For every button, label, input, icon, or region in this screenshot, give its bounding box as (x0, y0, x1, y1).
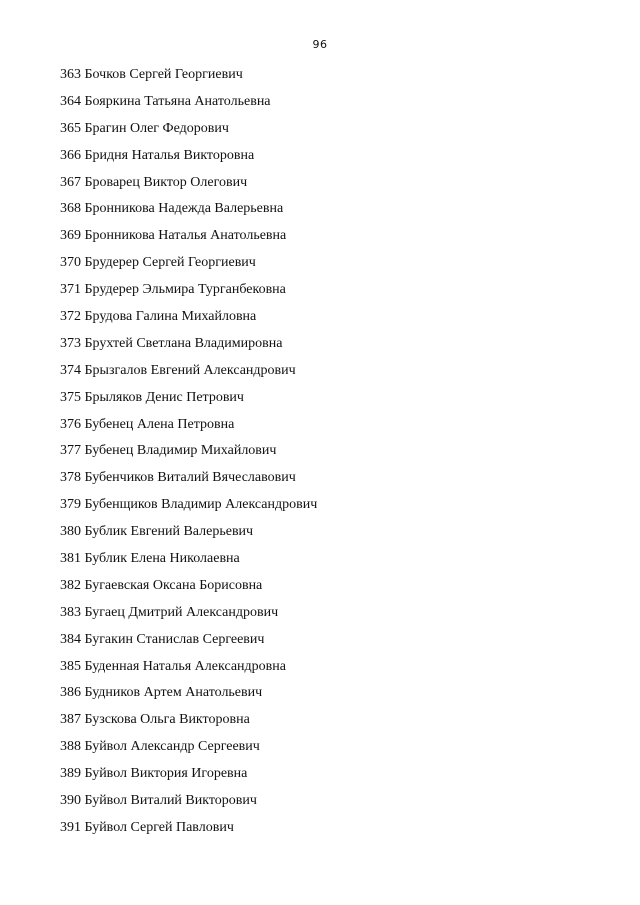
list-item: 389 Буйвол Виктория Игоревна (60, 766, 248, 782)
list-item: 375 Брыляков Денис Петрович (60, 389, 244, 405)
list-item: 391 Буйвол Сергей Павлович (60, 819, 234, 835)
list-item: 383 Бугаец Дмитрий Александрович (60, 604, 279, 620)
list-item: 374 Брызгалов Евгений Александрович (60, 362, 296, 378)
list-item: 381 Бублик Елена Николаевна (60, 551, 240, 567)
list-item: 377 Бубенец Владимир Михайлович (60, 443, 277, 459)
list-item: 366 Бридня Наталья Викторовна (60, 147, 255, 163)
list-item: 376 Бубенец Алена Петровна (60, 416, 235, 432)
list-item: 363 Бочков Сергей Георгиевич (60, 67, 243, 82)
list-item: 372 Брудова Галина Михайловна (60, 309, 257, 325)
page-number: 96 (312, 38, 328, 51)
list-item: 380 Бублик Евгений Валерьевич (60, 524, 254, 540)
list-item: 369 Бронникова Наталья Анатольевна (60, 228, 287, 244)
list-item: 370 Брудерер Сергей Георгиевич (60, 255, 256, 271)
list-item: 387 Бузскова Ольга Викторовна (60, 712, 250, 728)
list-item: 378 Бубенчиков Виталий Вячеславович (60, 470, 296, 486)
list-item: 382 Бугаевская Оксана Борисовна (60, 577, 263, 593)
list-item: 388 Буйвол Александр Сергеевич (60, 739, 260, 755)
list-item: 365 Брагин Олег Федорович (60, 120, 229, 136)
list-item: 379 Бубенщиков Владимир Александрович (60, 497, 318, 513)
list-item: 385 Буденная Наталья Александровна (60, 658, 286, 674)
list-item: 373 Брухтей Светлана Владимировна (60, 335, 283, 351)
list-item: 368 Бронникова Надежда Валерьевна (60, 201, 284, 217)
list-item: 384 Бугакин Станислав Сергеевич (60, 631, 265, 647)
name-list (60, 62, 317, 842)
list-item: 386 Будников Артем Анатольевич (60, 685, 263, 701)
list-item: 367 Броварец Виктор Олегович (60, 174, 248, 190)
list-item: 371 Брудерер Эльмира Турганбековна (60, 282, 286, 298)
list-item: 364 Бояркина Татьяна Анатольевна (60, 93, 271, 109)
list-item: 390 Буйвол Виталий Викторович (60, 793, 257, 809)
